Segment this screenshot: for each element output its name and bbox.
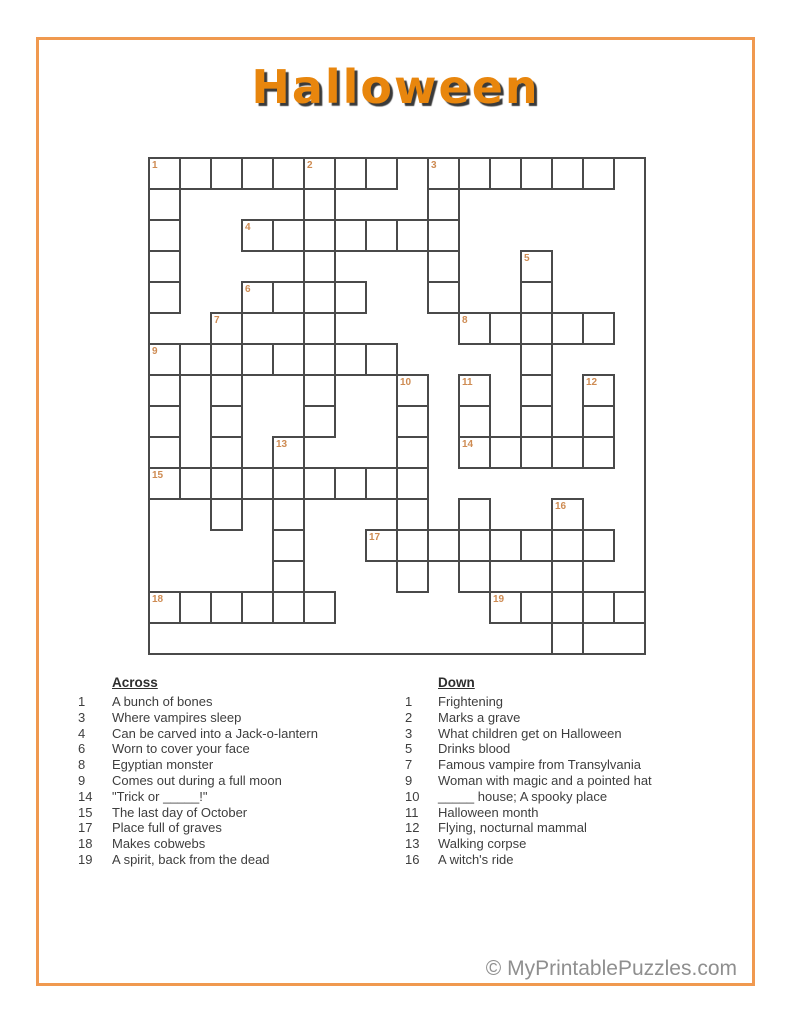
cell-number: 19 [493, 594, 505, 605]
grid-cell[interactable] [241, 467, 274, 500]
grid-cell[interactable] [210, 343, 243, 376]
grid-cell[interactable] [241, 219, 274, 252]
grid-cell[interactable] [148, 436, 181, 469]
grid-cell[interactable] [210, 374, 243, 407]
copyright-footer: © MyPrintablePuzzles.com [485, 957, 737, 980]
clue-number: 1 [78, 694, 86, 709]
grid-cell[interactable] [458, 157, 491, 190]
cell-number: 12 [586, 377, 598, 388]
cell-number: 7 [214, 315, 220, 326]
down-clue-list [405, 694, 652, 868]
clue-text: Worn to cover your face [112, 741, 250, 757]
grid-cell[interactable] [148, 157, 181, 190]
clue-number: 12 [405, 820, 420, 836]
grid-cell[interactable] [148, 250, 181, 283]
clue-number: 18 [78, 836, 93, 852]
grid-cell[interactable] [520, 343, 553, 376]
grid-cell[interactable] [210, 157, 243, 190]
clue-text: Famous vampire from Transylvania [438, 757, 642, 773]
grid-cell[interactable] [179, 343, 212, 376]
grid-cell[interactable] [241, 591, 274, 624]
grid-cell[interactable] [551, 622, 584, 655]
grid-cell[interactable] [179, 157, 212, 190]
clue-row [405, 741, 652, 757]
down-clues-section [405, 675, 652, 868]
cell-number: 15 [152, 470, 164, 481]
grid-cell[interactable] [334, 219, 367, 252]
grid-cell[interactable] [148, 343, 181, 376]
clue-text: Walking corpse [438, 836, 527, 852]
grid-cell[interactable] [148, 591, 181, 624]
clue-text: A bunch of bones [112, 694, 213, 709]
grid-cell[interactable] [520, 250, 553, 283]
clue-text: Halloween month [438, 804, 539, 820]
clue-row [405, 820, 652, 836]
grid-cell[interactable] [396, 560, 429, 593]
grid-cell[interactable] [613, 591, 646, 624]
grid-cell[interactable] [148, 467, 181, 500]
clue-row [78, 694, 318, 710]
grid-cell[interactable] [489, 591, 522, 624]
grid-cell[interactable] [582, 374, 615, 407]
grid-cell[interactable] [241, 343, 274, 376]
grid-cell[interactable] [551, 157, 584, 190]
clue-text: Egyptian monster [112, 757, 214, 773]
grid-cell[interactable] [551, 436, 584, 469]
clue-text: The last day of October [112, 804, 248, 820]
cell-number: 14 [462, 439, 474, 450]
clue-number: 8 [78, 757, 86, 773]
grid-cell[interactable] [365, 467, 398, 500]
grid-cell[interactable] [210, 312, 243, 345]
grid-cell[interactable] [272, 157, 305, 190]
grid-cell[interactable] [334, 467, 367, 500]
grid-cell[interactable] [427, 157, 460, 190]
grid-cell[interactable] [458, 529, 491, 562]
clue-text: Place full of graves [112, 820, 222, 836]
clue-number: 17 [78, 820, 93, 836]
cell-number: 8 [462, 315, 468, 326]
grid-cell[interactable] [396, 529, 429, 562]
grid-cell[interactable] [582, 529, 615, 562]
clue-number: 6 [78, 741, 86, 757]
clue-number: 10 [405, 788, 420, 804]
cell-number: 11 [462, 377, 473, 388]
grid-cell[interactable] [303, 405, 336, 438]
cell-number: 16 [555, 501, 567, 512]
grid-cell[interactable] [303, 343, 336, 376]
clue-row [78, 757, 318, 773]
grid-cell[interactable] [582, 405, 615, 438]
clue-number: 19 [78, 851, 93, 867]
clue-number: 4 [78, 725, 86, 741]
clue-row [78, 741, 318, 757]
grid-cell[interactable] [303, 374, 336, 407]
clue-number: 3 [78, 709, 86, 725]
across-clues-section [78, 675, 318, 868]
clue-text: Flying, nocturnal mammal [438, 820, 587, 836]
clue-number: 5 [405, 741, 413, 757]
grid-cell[interactable] [582, 157, 615, 190]
grid-cell[interactable] [427, 250, 460, 283]
grid-cell[interactable] [396, 219, 429, 252]
grid-cell[interactable] [179, 467, 212, 500]
grid-cell[interactable] [427, 529, 460, 562]
cell-number: 13 [276, 439, 288, 450]
clue-text: What children get on Halloween [438, 725, 622, 741]
grid-cell[interactable] [148, 374, 181, 407]
grid-cell[interactable] [365, 529, 398, 562]
grid-cell[interactable] [334, 281, 367, 314]
grid-cell[interactable] [427, 188, 460, 221]
grid-cell[interactable] [551, 591, 584, 624]
cell-number: 9 [152, 346, 158, 357]
clue-row [405, 789, 652, 805]
clue-row [405, 694, 652, 710]
clue-text: Comes out during a full moon [112, 772, 282, 788]
grid-cell[interactable] [520, 405, 553, 438]
grid-cell[interactable] [458, 498, 491, 531]
grid-cell[interactable] [396, 374, 429, 407]
grid-cell[interactable] [210, 405, 243, 438]
grid-cell[interactable] [458, 374, 491, 407]
clue-text: _____ house; A spooky place [438, 788, 608, 804]
cell-number: 4 [245, 222, 251, 233]
grid-cell[interactable] [303, 281, 336, 314]
clue-row [405, 805, 652, 821]
clue-row [405, 852, 652, 868]
grid-cell[interactable] [272, 343, 305, 376]
grid-cell[interactable] [489, 529, 522, 562]
clue-row [78, 852, 318, 868]
grid-cell[interactable] [520, 529, 553, 562]
clue-number: 2 [405, 709, 413, 725]
grid-cell[interactable] [334, 343, 367, 376]
grid-cell[interactable] [520, 591, 553, 624]
grid-cell[interactable] [179, 591, 212, 624]
grid-cell[interactable] [210, 498, 243, 531]
grid-cell[interactable] [303, 467, 336, 500]
cell-number: 10 [400, 377, 412, 388]
grid-cell[interactable] [210, 591, 243, 624]
grid-cell[interactable] [458, 312, 491, 345]
grid-cell[interactable] [582, 312, 615, 345]
clue-number: 16 [405, 851, 420, 867]
clue-number: 1 [405, 694, 413, 709]
clue-text: Marks a grave [438, 709, 521, 725]
clue-number: 11 [405, 804, 419, 820]
grid-cell[interactable] [148, 405, 181, 438]
grid-cell[interactable] [241, 281, 274, 314]
clue-number: 13 [405, 836, 420, 852]
across-header: Across [112, 675, 158, 690]
clue-number: 7 [405, 757, 413, 773]
clue-row [78, 820, 318, 836]
down-header: Down [438, 675, 475, 690]
grid-cell[interactable] [303, 219, 336, 252]
grid-cell[interactable] [303, 250, 336, 283]
clue-row [78, 710, 318, 726]
clue-text: Drinks blood [438, 741, 511, 757]
grid-cell[interactable] [303, 157, 336, 190]
clue-row [78, 805, 318, 821]
clue-row [405, 726, 652, 742]
grid-cell[interactable] [489, 157, 522, 190]
grid-cell[interactable] [303, 312, 336, 345]
grid-cell[interactable] [272, 560, 305, 593]
grid-cell[interactable] [489, 436, 522, 469]
grid-cell[interactable] [272, 498, 305, 531]
grid-cell[interactable] [551, 312, 584, 345]
clue-text: A witch's ride [438, 851, 514, 867]
grid-cell[interactable] [272, 281, 305, 314]
grid-cell[interactable] [148, 281, 181, 314]
clue-text: Can be carved into a Jack-o-lantern [112, 725, 318, 741]
grid-cell[interactable] [272, 591, 305, 624]
grid-cell[interactable] [396, 436, 429, 469]
page-title: Halloween [251, 60, 540, 114]
grid-cell[interactable] [303, 188, 336, 221]
grid-cell[interactable] [520, 374, 553, 407]
grid-cell[interactable] [272, 436, 305, 469]
clue-number: 3 [405, 725, 413, 741]
grid-cell[interactable] [272, 529, 305, 562]
grid-cell[interactable] [582, 436, 615, 469]
clue-text: Makes cobwebs [112, 836, 206, 852]
grid-cell[interactable] [458, 436, 491, 469]
grid-cell[interactable] [458, 405, 491, 438]
grid-cell[interactable] [210, 467, 243, 500]
clue-text: Where vampires sleep [112, 709, 242, 725]
grid-cell[interactable] [396, 467, 429, 500]
grid-cell[interactable] [551, 498, 584, 531]
grid-cell[interactable] [272, 467, 305, 500]
grid-cell[interactable] [272, 219, 305, 252]
cell-number: 5 [524, 253, 530, 264]
grid-cell[interactable] [303, 591, 336, 624]
across-clue-list [78, 694, 318, 868]
grid-cell[interactable] [520, 157, 553, 190]
grid-cell[interactable] [520, 436, 553, 469]
clue-number: 9 [405, 772, 413, 788]
grid-cell[interactable] [210, 436, 243, 469]
grid-cell[interactable] [148, 188, 181, 221]
clue-text: Frightening [438, 694, 504, 709]
cell-number: 18 [152, 594, 164, 605]
clue-row [405, 757, 652, 773]
clue-row [78, 789, 318, 805]
crossword-grid [148, 157, 646, 655]
grid-cell[interactable] [582, 591, 615, 624]
cell-number: 2 [307, 160, 313, 171]
grid-cell[interactable] [334, 157, 367, 190]
clue-row [78, 726, 318, 742]
clue-number: 15 [78, 804, 93, 820]
cell-number: 1 [152, 160, 158, 171]
grid-cell[interactable] [365, 157, 398, 190]
grid-cell[interactable] [489, 312, 522, 345]
grid-cell[interactable] [427, 281, 460, 314]
grid-cell[interactable] [365, 343, 398, 376]
grid-cell[interactable] [365, 219, 398, 252]
grid-cell[interactable] [396, 498, 429, 531]
grid-cell[interactable] [551, 560, 584, 593]
grid-cell[interactable] [520, 281, 553, 314]
clue-text: "Trick or _____!" [112, 788, 208, 804]
clue-text: Woman with magic and a pointed hat [438, 772, 652, 788]
grid-cell[interactable] [241, 157, 274, 190]
clue-row [78, 836, 318, 852]
grid-cell[interactable] [396, 405, 429, 438]
cell-number: 3 [431, 160, 437, 171]
cell-number: 6 [245, 284, 251, 295]
grid-cell[interactable] [458, 560, 491, 593]
clue-text: A spirit, back from the dead [112, 851, 270, 867]
clue-row [405, 773, 652, 789]
grid-cell[interactable] [520, 312, 553, 345]
grid-cell[interactable] [148, 219, 181, 252]
clue-row [405, 836, 652, 852]
clue-number: 14 [78, 788, 93, 804]
clue-row [78, 773, 318, 789]
grid-cell[interactable] [427, 219, 460, 252]
grid-cell[interactable] [551, 529, 584, 562]
clue-row [405, 710, 652, 726]
cell-number: 17 [369, 532, 381, 543]
clue-number: 9 [78, 772, 86, 788]
